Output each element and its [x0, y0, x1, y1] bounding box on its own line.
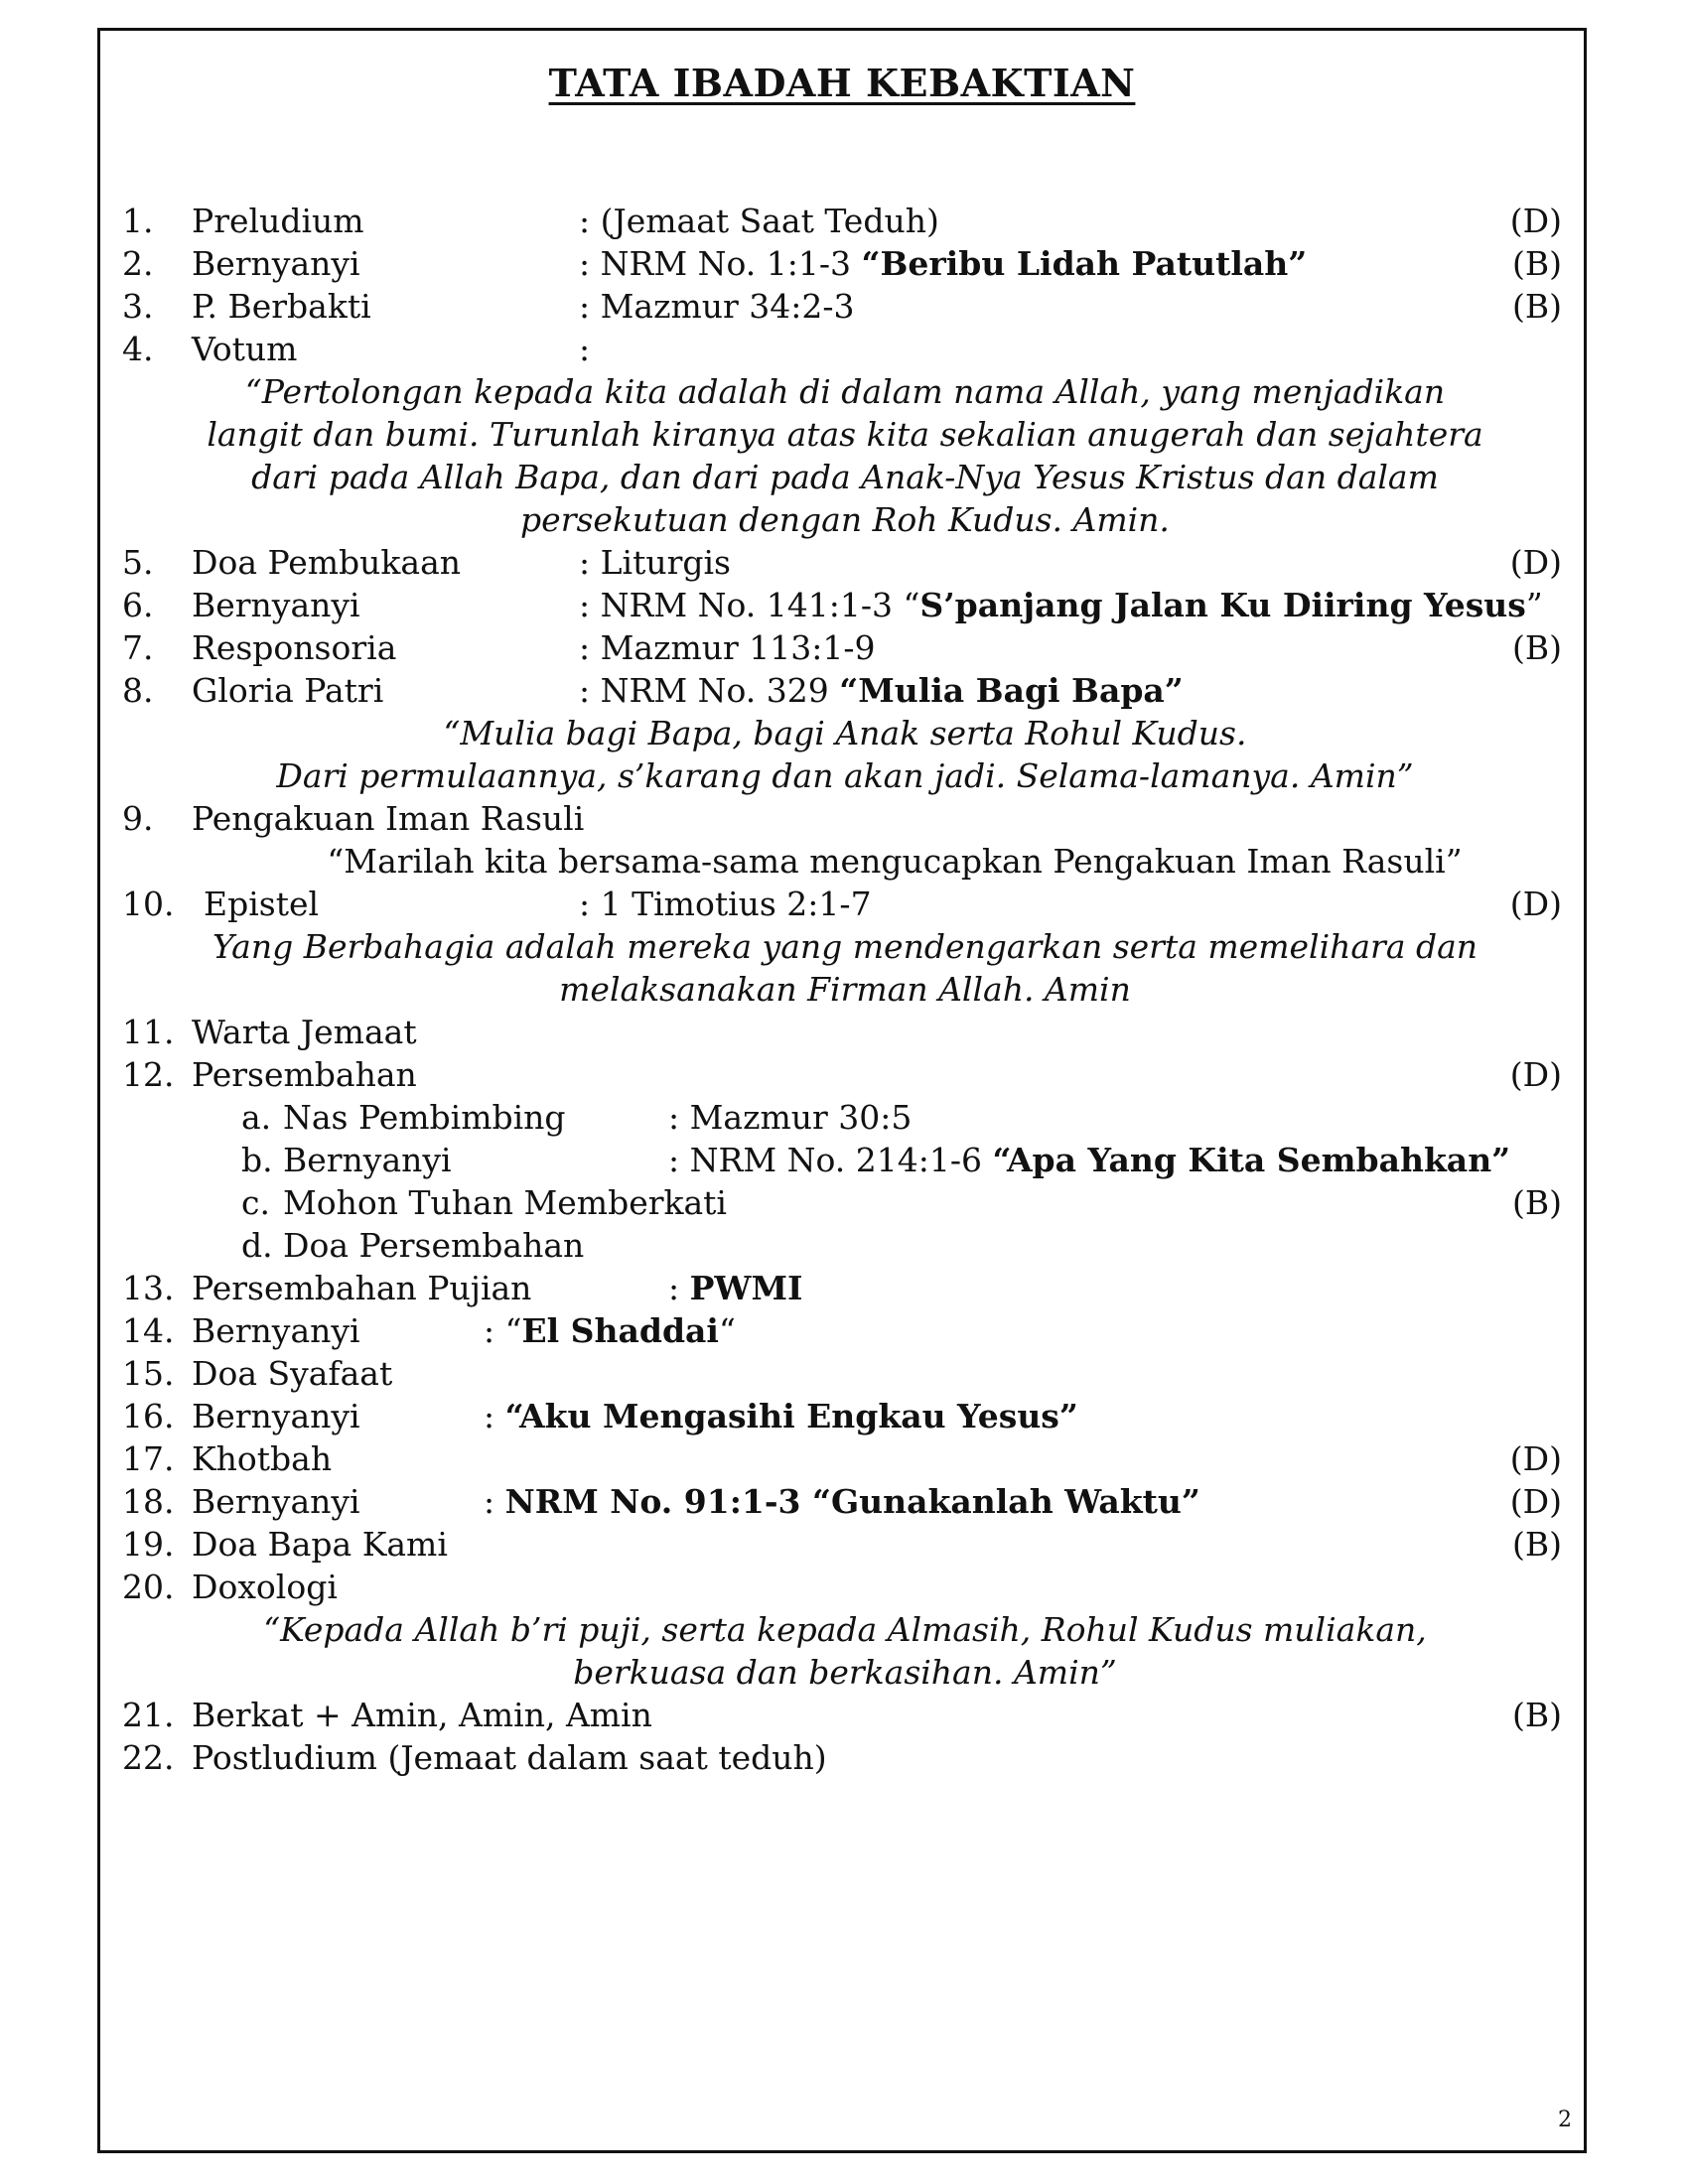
song-title: “Mulia Bagi Bapa”	[839, 671, 1184, 710]
song-title: “Aku Mengasihi Engkau Yesus”	[504, 1397, 1078, 1435]
item-label: Doa Bapa Kami	[192, 1525, 448, 1564]
song-title: PWMI	[689, 1269, 803, 1307]
sub-item-label: Doa Persembahan	[283, 1226, 585, 1265]
item-label: Doxologi	[192, 1568, 338, 1606]
list-item	[100, 285, 1590, 328]
doxologi-line: “Kepada Allah b’ri puji, serta kepada Almasih, Rohul Kudus muliakan,	[263, 1610, 1427, 1649]
item-mark: (B)	[1512, 1183, 1562, 1222]
item-mark: (D)	[1509, 543, 1562, 582]
item-number: 11.	[122, 1013, 175, 1051]
close-quote: ”	[1525, 586, 1543, 624]
item-number: 7.	[122, 628, 154, 667]
item-value: : Liturgis	[579, 543, 731, 582]
epistel-line: melaksanakan Firman Allah. Amin	[559, 970, 1131, 1009]
sub-item	[100, 1096, 1590, 1139]
list-item	[100, 328, 1590, 370]
sub-item	[100, 1181, 1590, 1224]
item-mark: (B)	[1512, 628, 1562, 667]
list-item	[100, 669, 1590, 712]
item-number: 21.	[122, 1696, 175, 1734]
item-value-text: : “	[484, 1311, 522, 1350]
list-item	[100, 1011, 1590, 1053]
item-label: Warta Jemaat	[192, 1013, 417, 1051]
list-item	[100, 1480, 1590, 1523]
item-mark: (D)	[1509, 1055, 1562, 1094]
list-item	[100, 1309, 1590, 1352]
sub-item-letter: a.	[241, 1098, 272, 1137]
item-label: Bernyanyi	[192, 1482, 360, 1521]
item-value-text: :	[484, 1397, 505, 1435]
item-label: Khotbah	[192, 1439, 333, 1478]
list-item	[100, 626, 1590, 669]
votum-line: dari pada Allah Bapa, dan dari pada Anak-Nya Yesus Kristus dan dalam	[251, 458, 1439, 496]
list-item	[100, 883, 1590, 925]
item-number: 22.	[122, 1738, 175, 1777]
sub-item	[100, 1224, 1590, 1267]
item-number: 2.	[122, 244, 154, 283]
item-label: Doa Pembukaan	[192, 543, 462, 582]
item-value-text: : NRM No. 141:1-3 “	[579, 586, 920, 624]
item-number: 9.	[122, 799, 154, 838]
sub-item-label: Mohon Tuhan Memberkati	[283, 1183, 727, 1222]
sub-item-value: : Mazmur 30:5	[668, 1098, 913, 1137]
item-number: 4.	[122, 330, 154, 368]
item-label: Persembahan	[192, 1055, 417, 1094]
gloria-line: Dari permulaannya, s’karang dan akan jadi. Selama-lamanya. Amin”	[276, 756, 1414, 795]
iman-line: “Marilah kita bersama-sama mengucapkan Pengakuan Iman Rasuli”	[327, 842, 1463, 881]
list-item	[100, 1694, 1590, 1736]
list-item	[100, 1523, 1590, 1566]
song-title: El Shaddai	[521, 1311, 719, 1350]
list-item	[100, 1395, 1590, 1437]
item-number: 17.	[122, 1439, 175, 1478]
item-number: 5.	[122, 543, 154, 582]
item-label: P. Berbakti	[192, 287, 371, 326]
list-item	[100, 584, 1590, 626]
doxologi-line: berkuasa dan berkasihan. Amin”	[573, 1653, 1117, 1692]
sub-item-value-text: : NRM No. 214:1-6	[668, 1141, 993, 1179]
item-number: 16.	[122, 1397, 175, 1435]
gloria-line: “Mulia bagi Bapa, bagi Anak serta Rohul Kudus.	[443, 714, 1247, 752]
list-item	[100, 797, 1590, 840]
item-value	[579, 584, 1543, 626]
item-mark: (D)	[1509, 1482, 1562, 1521]
item-value: : Mazmur 113:1-9	[579, 628, 876, 667]
item-mark: (D)	[1509, 1439, 1562, 1478]
page-title: TATA IBADAH KEBAKTIAN	[548, 61, 1136, 105]
sub-item-letter: d.	[241, 1226, 273, 1265]
item-label: Postludium (Jemaat dalam saat teduh)	[192, 1738, 827, 1777]
item-value	[484, 1480, 1200, 1523]
list-item	[100, 200, 1590, 242]
item-number: 3.	[122, 287, 154, 326]
sub-item-letter: c.	[241, 1183, 270, 1222]
item-mark: (D)	[1509, 202, 1562, 240]
item-mark: (B)	[1512, 1525, 1562, 1564]
item-value	[668, 1267, 802, 1309]
item-mark: (B)	[1512, 1696, 1562, 1734]
item-number: 1.	[122, 202, 154, 240]
item-value	[579, 242, 1307, 285]
item-number: 6.	[122, 586, 154, 624]
sub-item-value	[668, 1139, 1510, 1181]
item-value	[484, 1309, 736, 1352]
item-number: 15.	[122, 1354, 175, 1393]
item-value-text: :	[484, 1482, 505, 1521]
item-number: 12.	[122, 1055, 175, 1094]
item-number: 20.	[122, 1568, 175, 1606]
page-frame	[97, 28, 1587, 2153]
sub-item-label: Nas Pembimbing	[283, 1098, 566, 1137]
item-number: 10.	[122, 885, 175, 923]
list-item	[100, 1736, 1590, 1779]
item-number: 18.	[122, 1482, 175, 1521]
sub-item	[100, 1139, 1590, 1181]
item-label: Bernyanyi	[192, 1397, 360, 1435]
item-value-text: : NRM No. 329	[579, 671, 840, 710]
close-quote: “	[718, 1311, 736, 1350]
item-value-text: :	[668, 1269, 690, 1307]
item-mark: (D)	[1509, 885, 1562, 923]
item-label: Responsoria	[192, 628, 397, 667]
item-value: : Mazmur 34:2-3	[579, 287, 855, 326]
list-item	[100, 541, 1590, 584]
item-value-text: : NRM No. 1:1-3	[579, 244, 862, 283]
page-number: 2	[1558, 2108, 1572, 2132]
item-label: Epistel	[204, 885, 320, 923]
item-mark: (B)	[1512, 244, 1562, 283]
item-number: 13.	[122, 1269, 175, 1307]
item-label: Preludium	[192, 202, 364, 240]
item-mark: (B)	[1512, 287, 1562, 326]
item-label: Bernyanyi	[192, 586, 360, 624]
item-label: Votum	[192, 330, 298, 368]
votum-line: persekutuan dengan Roh Kudus. Amin.	[520, 500, 1170, 539]
item-number: 19.	[122, 1525, 175, 1564]
song-title: “Apa Yang Kita Sembahkan”	[992, 1141, 1511, 1179]
song-title: S’panjang Jalan Ku Diiring Yesus	[919, 586, 1526, 624]
item-number: 14.	[122, 1311, 175, 1350]
epistel-line: Yang Berbahagia adalah mereka yang mendengarkan serta memelihara dan	[211, 927, 1478, 966]
item-label: Persembahan Pujian	[192, 1269, 532, 1307]
item-label: Gloria Patri	[192, 671, 384, 710]
list-item	[100, 1352, 1590, 1395]
item-label: Doa Syafaat	[192, 1354, 393, 1393]
sub-item-label: Bernyanyi	[283, 1141, 452, 1179]
sub-item-letter: b.	[241, 1141, 273, 1179]
list-item	[100, 1053, 1590, 1096]
item-label: Bernyanyi	[192, 244, 360, 283]
item-label: Pengakuan Iman Rasuli	[192, 799, 585, 838]
list-item	[100, 1267, 1590, 1309]
list-item	[100, 242, 1590, 285]
list-item	[100, 1566, 1590, 1608]
item-value	[484, 1395, 1078, 1437]
list-item	[100, 1437, 1590, 1480]
item-label: Berkat + Amin, Amin, Amin	[192, 1696, 652, 1734]
song-title: NRM No. 91:1-3 “Gunakanlah Waktu”	[504, 1482, 1200, 1521]
song-title: “Beribu Lidah Patutlah”	[861, 244, 1308, 283]
item-number: 8.	[122, 671, 154, 710]
item-value	[579, 669, 1184, 712]
votum-line: “Pertolongan kepada kita adalah di dalam nama Allah, yang menjadikan	[244, 372, 1446, 411]
item-value: :	[579, 330, 591, 368]
item-label: Bernyanyi	[192, 1311, 360, 1350]
votum-line: langit dan bumi. Turunlah kiranya atas kita sekalian anugerah dan sejahtera	[207, 415, 1483, 454]
item-value: : (Jemaat Saat Teduh)	[579, 202, 939, 240]
item-value: : 1 Timotius 2:1-7	[579, 885, 872, 923]
